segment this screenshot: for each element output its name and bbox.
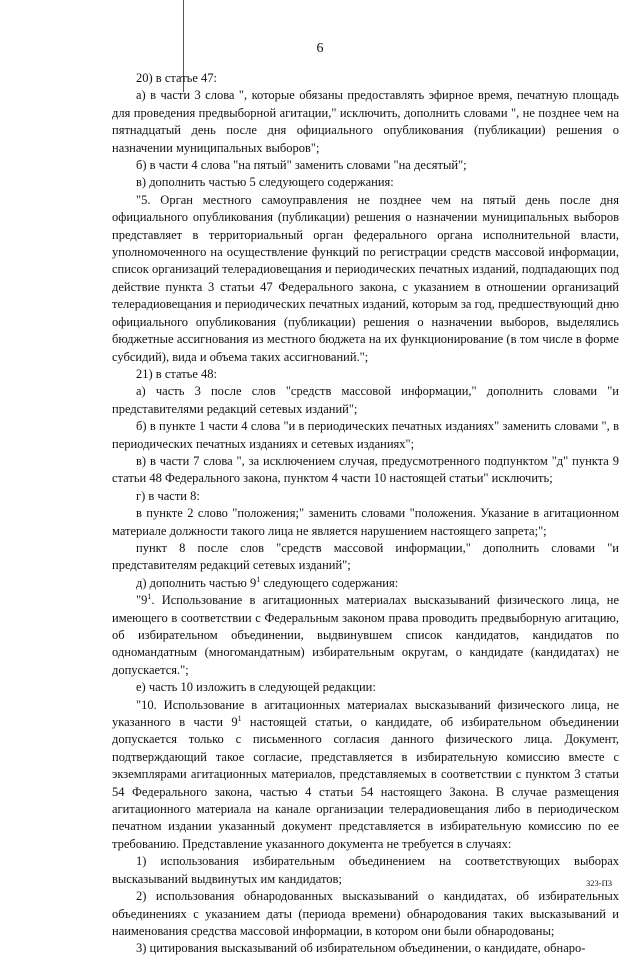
paragraph: в) дополнить частью 5 следующего содержания: [136, 175, 394, 190]
paragraph: 20) в статье 47: [136, 71, 218, 85]
paragraph-text: . Использование в агитационных материалах высказываний физического лица, не имеющего в соответствии с Федеральным законом права проводить предвыборную агитацию, об избирательном объединении, выдвинувшем список кандидатов, кандидатов по одномандатным (многомандатным) избирательным округам, о кандидате (кандидатах) не допускается."; [112, 593, 619, 677]
paragraph: б) в пункте 1 части 4 слова "и в периодических печатных изданиях" заменить словами ", в периодических печатных изданиях и сетевых изданиях"; [112, 419, 619, 451]
paragraph-text: "10. Использование в агитационных материалах высказываний физического лица, не указанного в части 9 [112, 697, 619, 730]
paragraph-text: "9 [136, 593, 148, 608]
paragraph: 3) цитирования высказываний об избирательном объединении, о кандидате, обнаро- [136, 941, 586, 956]
paragraph-text: д) дополнить частью 9 [136, 575, 257, 590]
superscript: 1 [147, 592, 152, 602]
paragraph: г) в части 8: [136, 488, 200, 503]
paragraph: а) в части 3 слова ", которые обязаны предоставлять эфирное время, печатную площадь для проведения предвыборной агитации," исключить, дополнить словами ", не позднее чем на пятнадцатый день после дня официального опубликования (публикации) решения о назначении муниципальных выборов"; [112, 88, 619, 155]
paragraph: в пункте 2 слово "положения;" заменить словами "положения. Указание в агитационном материале должности такого лица не является нарушением настоящего запрета;"; [112, 506, 619, 538]
superscript: 1 [256, 574, 261, 584]
paragraph: пункт 8 после слов "средств массовой информации," дополнить словами "и представителям редакций сетевых изданий"; [112, 540, 619, 573]
paragraph-text: настоящей статьи, о кандидате, об избирательном объединении допускается только с письменного согласия данного физического лица. Документ, подтверждающий такое согласие, представляется в избирательную комиссию вместе с экземплярами агитационных материалов, представляемых в соответствии с пунктом 3 статьи 54 Федерального закона, частью 4 статьи 54 настоящего Закона. В случае размещения агитационного материала на канале организации телерадиовещания либо в периодическом печатном издании указанный документ представляется в избирательную комиссию по ее требованию. Представление указанного документа не требуется в случаях: [112, 715, 619, 851]
paragraph [112, 697, 619, 854]
superscript: 1 [237, 713, 242, 723]
paragraph-text: следующего содержания: [260, 575, 399, 590]
paragraph: 2) использования обнародованных высказываний о кандидатах, об избирательных объединениях с указанием даты (периода времени) обнародования таких высказываний и наименования средства массовой информации, в котором они были обнародованы; [112, 889, 619, 938]
paragraph: в) в части 7 слова ", за исключением случая, предусмотренного подпунктом "д" пункта 9 статьи 48 Федерального закона, пунктом 4 части 10 настоящей статьи" исключить; [112, 453, 619, 486]
paragraph: 21) в статье 48: [136, 366, 218, 381]
document-body [112, 70, 619, 958]
paragraph: а) часть 3 после слов "средств массовой информации," дополнить словами "и представителями редакций сетевых изданий"; [112, 384, 619, 416]
paragraph [112, 592, 619, 679]
paragraph: 1) использования избирательным объединением на соответствующих выборах высказываний выдвинутых им кандидатов; [112, 854, 619, 886]
paragraph [112, 575, 619, 592]
paragraph: "5. Орган местного самоуправления не позднее чем на пятый день после дня официального опубликования (публикации) решения о назначении муниципальных выборов представляет в территориальный орган федерального органа исполнительной власти, уполномоченного на осуществление функций по регистрации средств массовой информации, список организаций телерадиовещания и периодических печатных изданий, подпадающих под действие пункта 3 статьи 47 Федерального закона, с указанием в отношении организаций телерадиовещания и периодических печатных изданий, которым за год, предшествующий дню официального опубликования (публикации) решения о назначении выборов, выделялись бюджетные ассигнования из местного бюджета на их функционирование (в том числе в форме субсидий), вида и объема таких ассигнований."; [112, 192, 619, 364]
paragraph: б) в части 4 слова "на пятый" заменить словами "на десятый"; [136, 158, 467, 173]
footer-code: 323-П3 [586, 878, 612, 888]
page-number: 6 [316, 41, 324, 56]
paragraph: е) часть 10 изложить в следующей редакции: [136, 680, 376, 695]
